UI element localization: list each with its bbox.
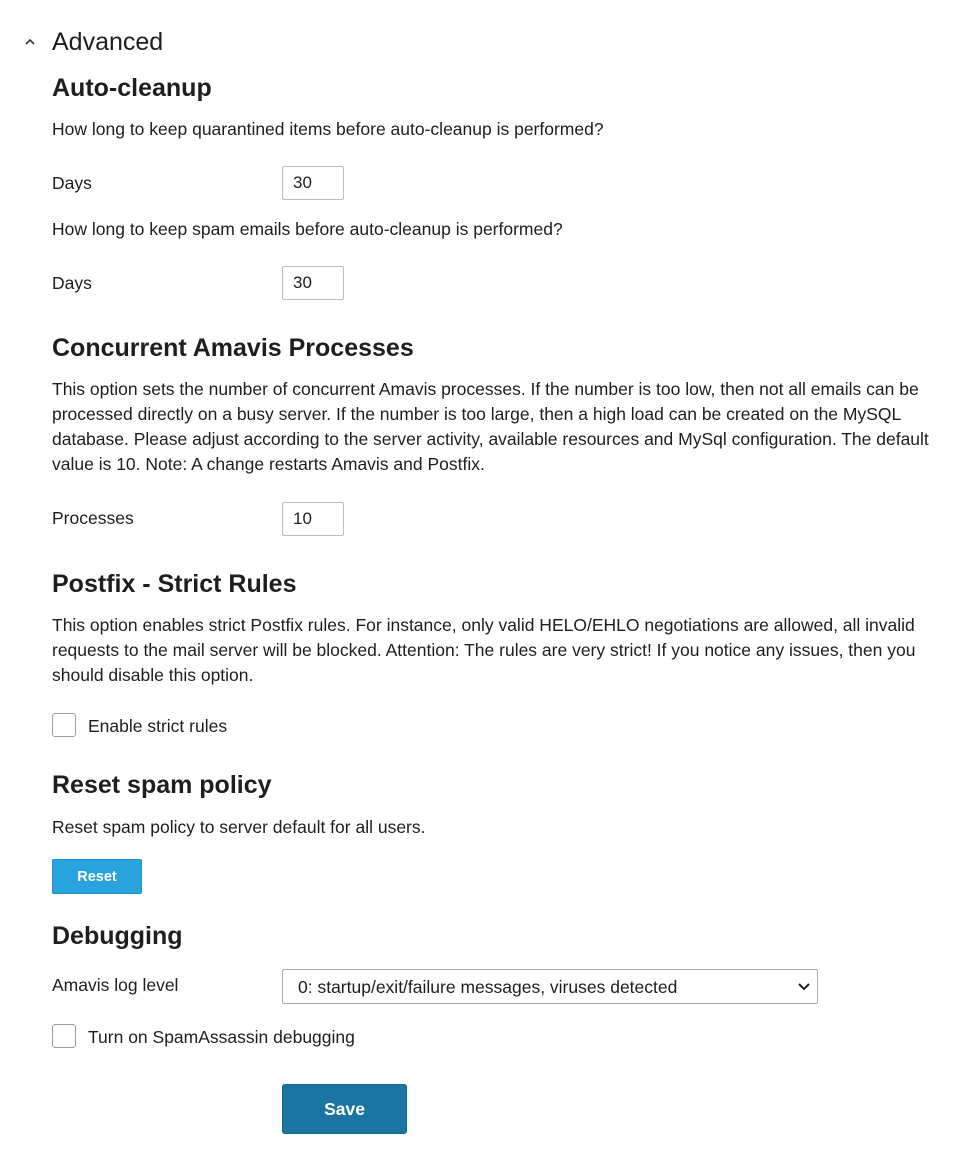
chevron-up-icon[interactable] <box>22 34 38 50</box>
debugging-heading: Debugging <box>52 922 183 950</box>
strict-rules-label[interactable]: Enable strict rules <box>88 716 228 736</box>
section-title-advanced[interactable]: Advanced <box>52 28 164 56</box>
amavis-description: This option sets the number of concurrent Amavis processes. If the number is too low, then not all emails can be processed directly on a busy server. If the number is too large, then a high load can be created on the MySQL database. Please adjust according to the server activity, available resources and MySql configuration. The default value is 10. Note: A change restarts Amavis and Postfix. <box>52 379 929 474</box>
log-level-value: 0: startup/exit/failure messages, viruses detected <box>298 977 678 997</box>
spam-question: How long to keep spam emails before auto-cleanup is performed? <box>52 219 563 239</box>
postfix-heading: Postfix - Strict Rules <box>52 570 297 598</box>
reset-button[interactable]: Reset <box>52 859 142 894</box>
quarantine-question: How long to keep quarantined items before auto-cleanup is performed? <box>52 119 604 139</box>
processes-label: Processes <box>52 508 134 528</box>
postfix-description: This option enables strict Postfix rules. For instance, only valid HELO/EHLO negotiations are allowed, all invalid requests to the mail server will be blocked. Attention: The rules are very strict! If you notice any issues, then you should disable this option. <box>52 615 916 685</box>
log-level-label: Amavis log level <box>52 975 179 995</box>
spamassassin-debug-checkbox[interactable] <box>52 1024 76 1048</box>
quarantine-days-label: Days <box>52 173 92 193</box>
amavis-heading: Concurrent Amavis Processes <box>52 334 414 362</box>
reset-description: Reset spam policy to server default for all users. <box>52 817 426 837</box>
spamassassin-debug-label[interactable]: Turn on SpamAssassin debugging <box>88 1027 355 1047</box>
save-button[interactable]: Save <box>282 1084 407 1134</box>
log-level-select[interactable] <box>282 969 818 1004</box>
spam-days-label: Days <box>52 273 92 293</box>
quarantine-days-input[interactable]: 30 <box>282 166 344 200</box>
auto-cleanup-heading: Auto-cleanup <box>52 74 212 102</box>
reset-heading: Reset spam policy <box>52 771 272 799</box>
processes-input[interactable]: 10 <box>282 502 344 536</box>
strict-rules-checkbox[interactable] <box>52 713 76 737</box>
chevron-down-icon <box>797 981 811 993</box>
spam-days-input[interactable]: 30 <box>282 266 344 300</box>
